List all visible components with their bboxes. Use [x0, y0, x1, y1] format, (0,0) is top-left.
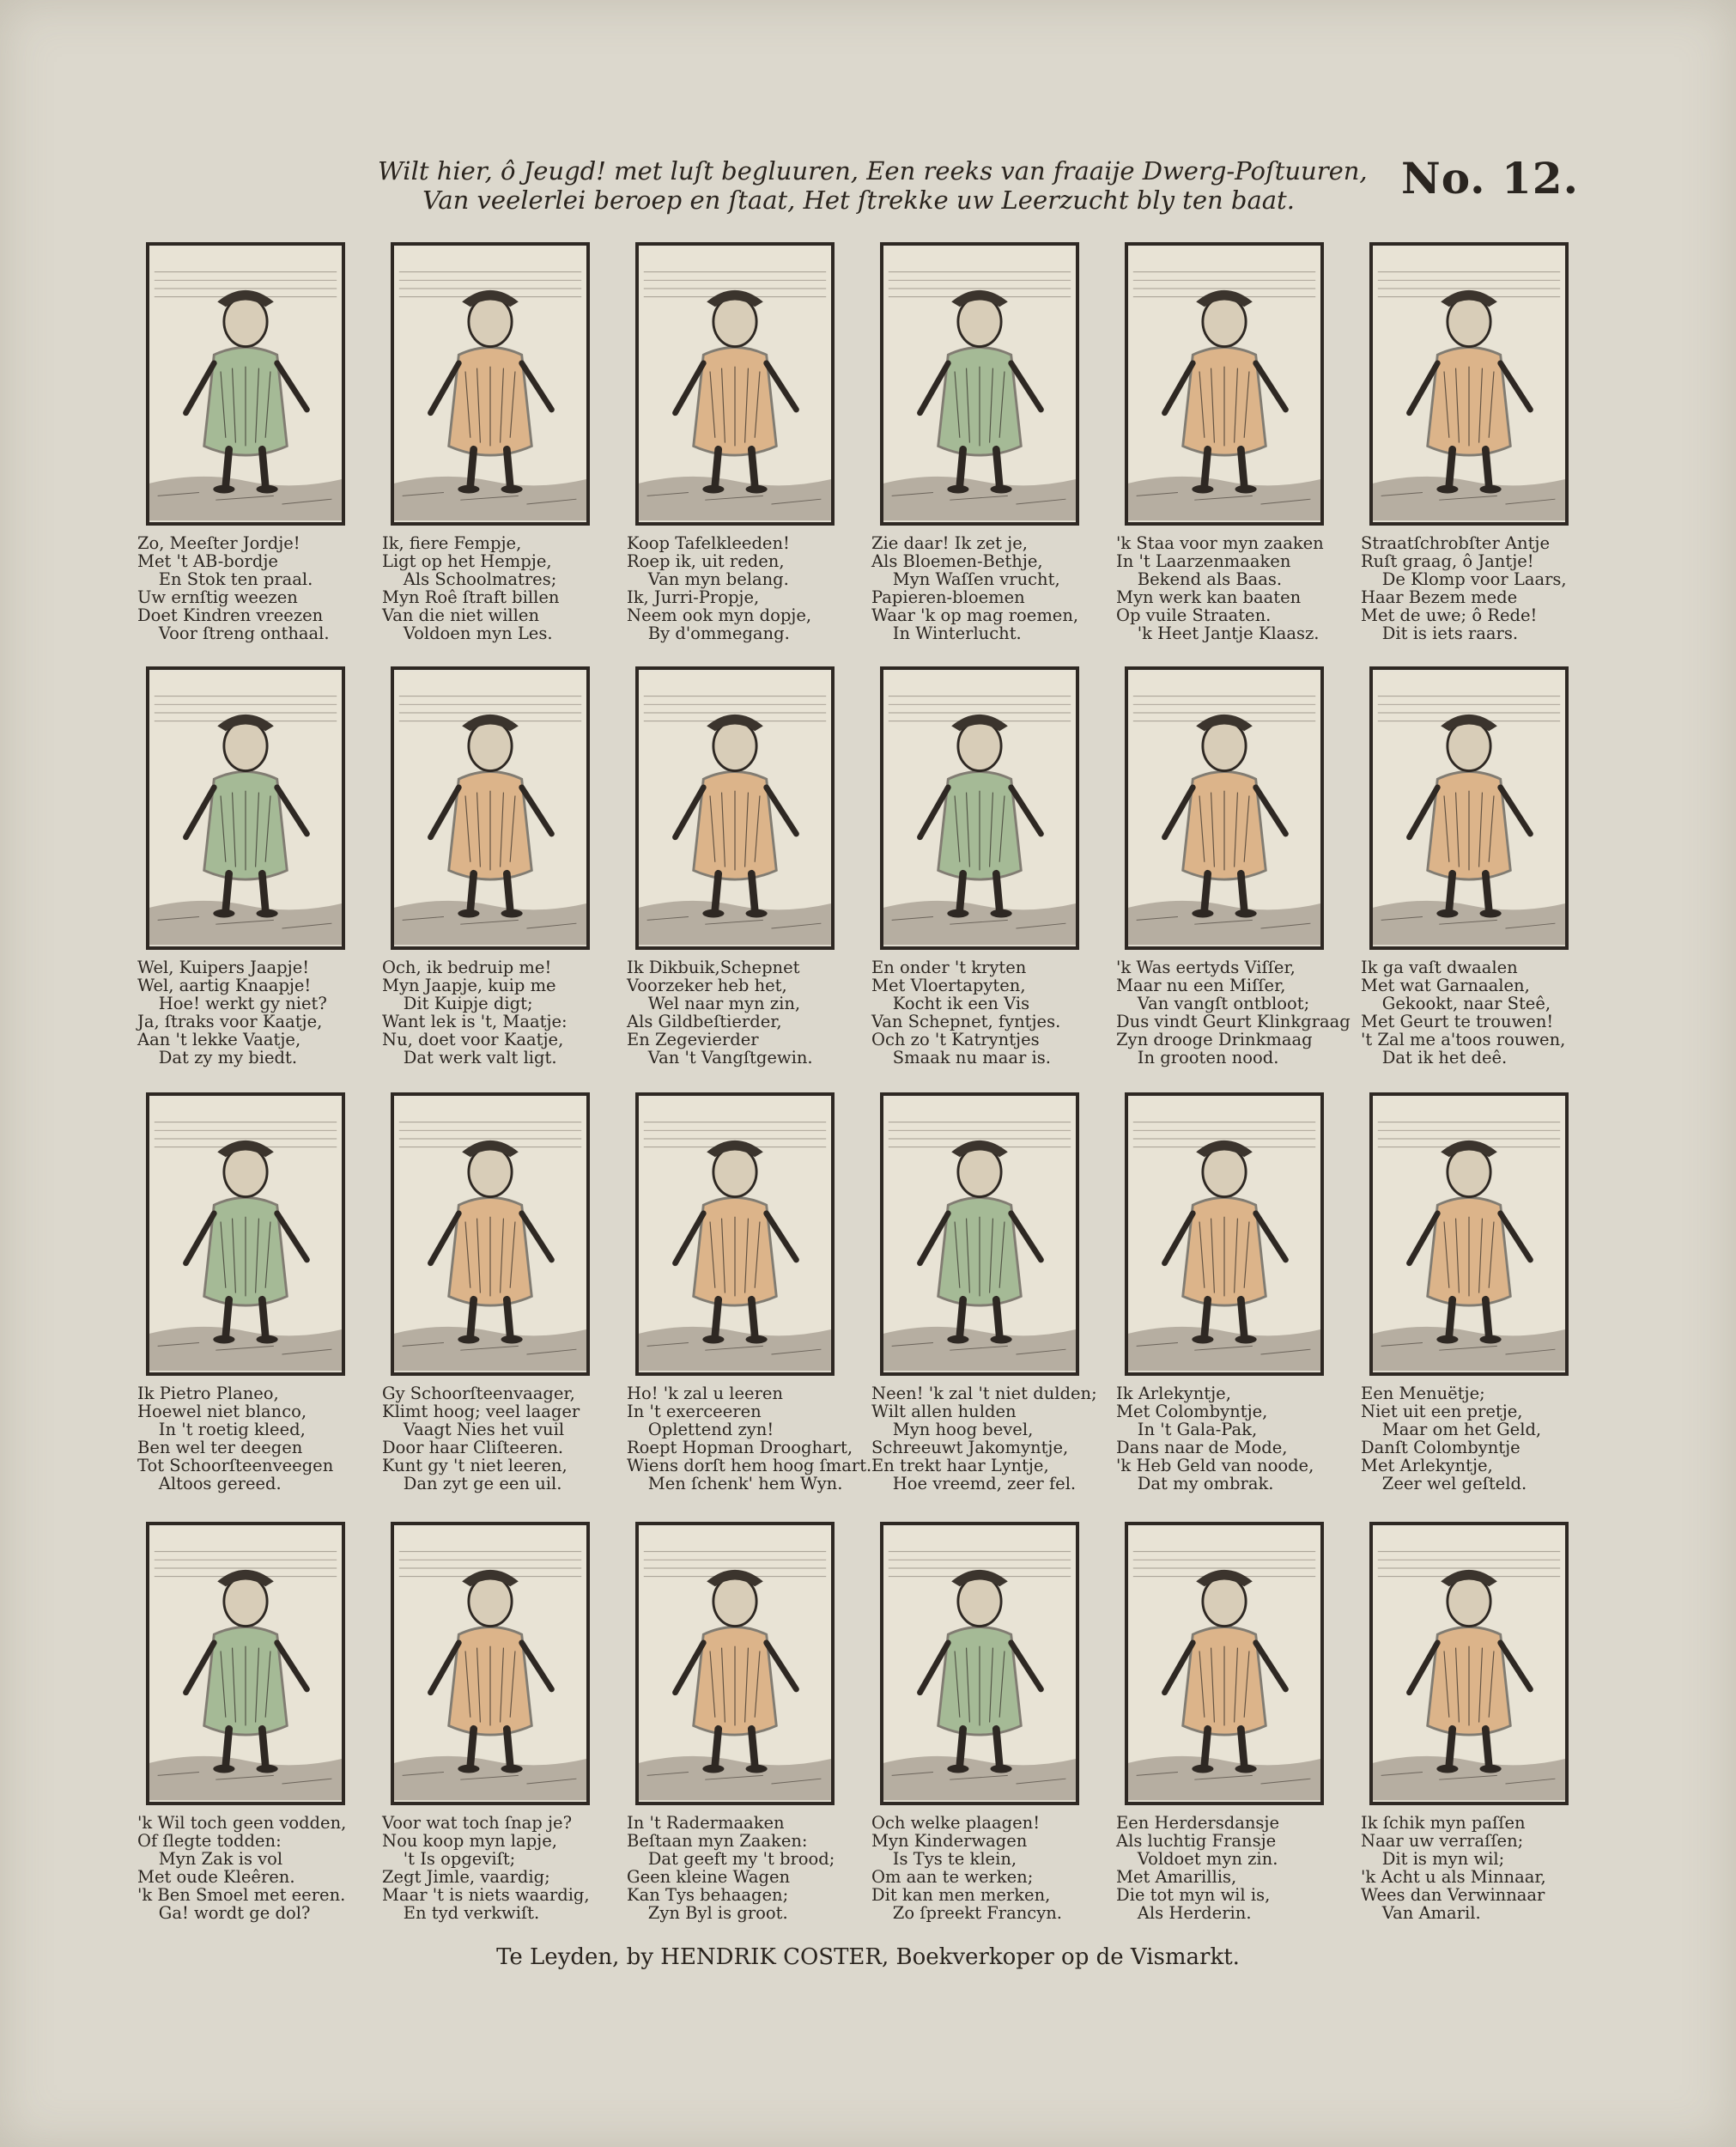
woodcut-illustration [880, 666, 1079, 950]
captain-figure [639, 1096, 831, 1372]
woodcut-illustration [1125, 1522, 1324, 1805]
harlequin-figure [1128, 1096, 1320, 1372]
verse-text: Een Menuëtje; Niet uit een pretje, Maar om het Geld, Danſt Colombyntje Met Arlekyntje, Zeer wel geſteld. [1361, 1384, 1542, 1493]
woodcut-illustration [635, 242, 835, 526]
woman-with-syringe-figure [394, 1096, 586, 1372]
woodcut-illustration [391, 1092, 590, 1376]
verse-text: Och, ik bedruip me! Myn Jaapje, kuip me Dit Kuipje digt; Want lek is 't, Maatje: Nu, doet voor Kaatje, Dat werk valt ligt. [382, 958, 568, 1067]
verse-text: Ik ga vaſt dwaalen Met wat Garnaalen, Gekookt, naar Steê, Met Geurt te trouwen! 't Zal me a'toos rouwen, Dat ik het deê. [1361, 958, 1566, 1067]
verse-text: 'k Wil toch geen vodden, Of ſlegte todden: Myn Zak is vol Met oude Kleêren. 'k Ben Smoel met eeren. Ga! wordt ge dol? [137, 1813, 347, 1923]
verse-text: Ik Dikbuik,Schepnet Voorzeker heb het, Wel naar myn zin, Als Gildbeſtierder, En Zegevierder Van 't Vangſtgewin. [627, 958, 813, 1067]
verse-text: En onder 't kryten Met Vloertapyten, Kocht ik een Vis Van Schepnet, fyntjes. Och zo 't Katryntjes Smaak nu maar is. [871, 958, 1061, 1067]
woodcut-illustration [880, 242, 1079, 526]
sheet-number: No. 12. [1401, 153, 1579, 204]
rag-dealer-figure [149, 1525, 342, 1802]
verse-text: Ho! 'k zal u leeren In 't exerceeren Oplettend zyn! Roept Hopman Drooghart, Wiens dorſt hem hoog ſmart. Men ſchenk' hem Wyn. [627, 1384, 872, 1493]
verse-text: 'k Staa voor myn zaaken In 't Laarzenmaaken Bekend als Baas. Myn werk kan baaten Op vuile Straaten. 'k Heet Jantje Klaasz. [1116, 533, 1324, 643]
woodcut-illustration [635, 1522, 835, 1805]
title-line-2: Van veelerlei beroep en ſtaat, Het ſtrekke uw Leerzucht bly ten baat. [422, 186, 1295, 215]
carpet-woman-figure [883, 670, 1076, 946]
printer-imprint: Te Leyden, by HENDRIK COSTER, Boekverkoper op de Vismarkt. [496, 1944, 1240, 1970]
woodcut-illustration [635, 666, 835, 950]
verse-text: Ik Arlekyntje, Met Colombyntje, In 't Gala-Pak, Dans naar de Mode, 'k Heb Geld van noode, Dat my ombrak. [1116, 1384, 1314, 1493]
cooper-figure [149, 670, 342, 946]
schoolmaster-figure [149, 246, 342, 522]
fishing-net-man-figure [639, 670, 831, 946]
shepherdess-figure [1373, 1525, 1565, 1802]
verse-text: Neen! 'k zal 't niet dulden; Wilt allen hulden Myn hoog bevel, Schreeuwt Jakomyntje, En trekt haar Lyntje, Hoe vreemd, zeer fel. [871, 1384, 1097, 1493]
wheelwright-figure [639, 1525, 831, 1802]
woodcut-illustration [1369, 242, 1569, 526]
verse-text: Och welke plaagen! Myn Kinderwagen Is Tys te klein, Om aan te werken; Dit kan men merken, Zo ſpreekt Francyn. [871, 1813, 1062, 1923]
bootmaker-figure [1128, 246, 1320, 522]
tablecloth-seller-figure [639, 246, 831, 522]
woman-with-rag-figure [394, 1525, 586, 1802]
verse-text: Zie daar! Ik zet je, Als Bloemen-Bethje, Myn Waſſen vrucht, Papieren-bloemen Waar 'k op mag roemen, In Winterlucht. [871, 533, 1079, 643]
verse-text: Ik Pietro Planeo, Hoewel niet blanco, In 't roetig kleed, Ben wel ter deegen Tot Schoorſteenveegen Altoos gereed. [137, 1384, 334, 1493]
woman-with-staff-figure [883, 1096, 1076, 1372]
title-line-1: Wilt hier, ô Jeugd! met luſt begluuren, Een reeks van fraaije Dwerg-Poſtuuren, [378, 156, 1368, 186]
woodcut-illustration [391, 1522, 590, 1805]
woodcut-illustration [880, 1092, 1079, 1376]
woodcut-illustration [1125, 1092, 1324, 1376]
sheet-title [378, 156, 1368, 215]
woodcut-illustration [1369, 666, 1569, 950]
woodcut-illustration [391, 242, 590, 526]
street-scrubber-figure [1373, 246, 1565, 522]
verse-text: Wel, Kuipers Jaapje! Wel, aartig Knaapje! Hoe! werkt gy niet? Ja, ſtraks voor Kaatje, Aan 't lekke Vaatje, Dat zy my biedt. [137, 958, 327, 1067]
fisherman-figure [1128, 670, 1320, 946]
schoolmistress-figure [394, 246, 586, 522]
columbine-figure [1373, 1096, 1565, 1372]
woodcut-illustration [146, 666, 345, 950]
woodcut-illustration [1369, 1092, 1569, 1376]
woman-with-tub-figure [394, 670, 586, 946]
verse-text: Gy Schoorſteenvaager, Klimt hoog; veel laager Vaagt Nies het vuil Door haar Cliſteeren. Kunt gy 't niet leeren, Dan zyt ge een uil. [382, 1384, 580, 1493]
woodcut-illustration [146, 1092, 345, 1376]
shrimp-seller-figure [1373, 670, 1565, 946]
woodcut-illustration [1369, 1522, 1569, 1805]
woodcut-illustration [146, 242, 345, 526]
verse-text: In 't Radermaaken Beſtaan myn Zaaken: Dat geeft my 't brood; Geen kleine Wagen Kan Tys behaagen; Zyn Byl is groot. [627, 1813, 835, 1923]
verse-text: Ik, fiere Fempje, Ligt op het Hempje, Als Schoolmatres; Myn Roê ſtraft billen Van die niet willen Voldoen myn Les. [382, 533, 560, 643]
verse-text: Koop Tafelkleeden! Roep ik, uit reden, Van myn belang. Ik, Jurri-Propje, Neem ook myn dopje, By d'ommegang. [627, 533, 812, 643]
woodcut-illustration [146, 1522, 345, 1805]
woodcut-illustration [1125, 242, 1324, 526]
verse-text: Straatſchrobſter Antje Ruſt graag, ô Jantje! De Klomp voor Laars, Haar Bezem mede Met de uwe; ô Rede! Dit is iets raars. [1361, 533, 1567, 643]
verse-text: Voor wat toch ſnap je? Nou koop myn lapje, 't Is opgeviſt; Zegt Jimle, vaardig; Maar 't is niets waardig, En tyd verkwiſt. [382, 1813, 590, 1923]
chimney-sweep-figure [149, 1096, 342, 1372]
woman-with-pram-figure [883, 1525, 1076, 1802]
verse-text: Een Herdersdansje Als luchtig Fransje Voldoet myn zin. Met Amarillis, Die tot myn wil is, Als Herderin. [1116, 1813, 1280, 1923]
verse-text: Zo, Meeſter Jordje! Met 't AB-bordje En Stok ten praal. Uw ernſtig weezen Doet Kindren vreezen Voor ſtreng onthaal. [137, 533, 330, 643]
shepherd-figure [1128, 1525, 1320, 1802]
verse-text: 'k Was eertyds Viſſer, Maar nu een Miſſer, Van vangſt ontbloot; Dus vindt Geurt Klinkgraag Zyn drooge Drinkmaag In grooten nood. [1116, 958, 1351, 1067]
woodcut-illustration [391, 666, 590, 950]
verse-text: Ik ſchik myn paſſen Naar uw verraſſen; Dit is myn wil; 'k Acht u als Minnaar, Wees dan Verwinnaar Van Amaril. [1361, 1813, 1546, 1923]
woodcut-illustration [880, 1522, 1079, 1805]
woodcut-illustration [1125, 666, 1324, 950]
woodcut-illustration [635, 1092, 835, 1376]
flower-seller-figure [883, 246, 1076, 522]
